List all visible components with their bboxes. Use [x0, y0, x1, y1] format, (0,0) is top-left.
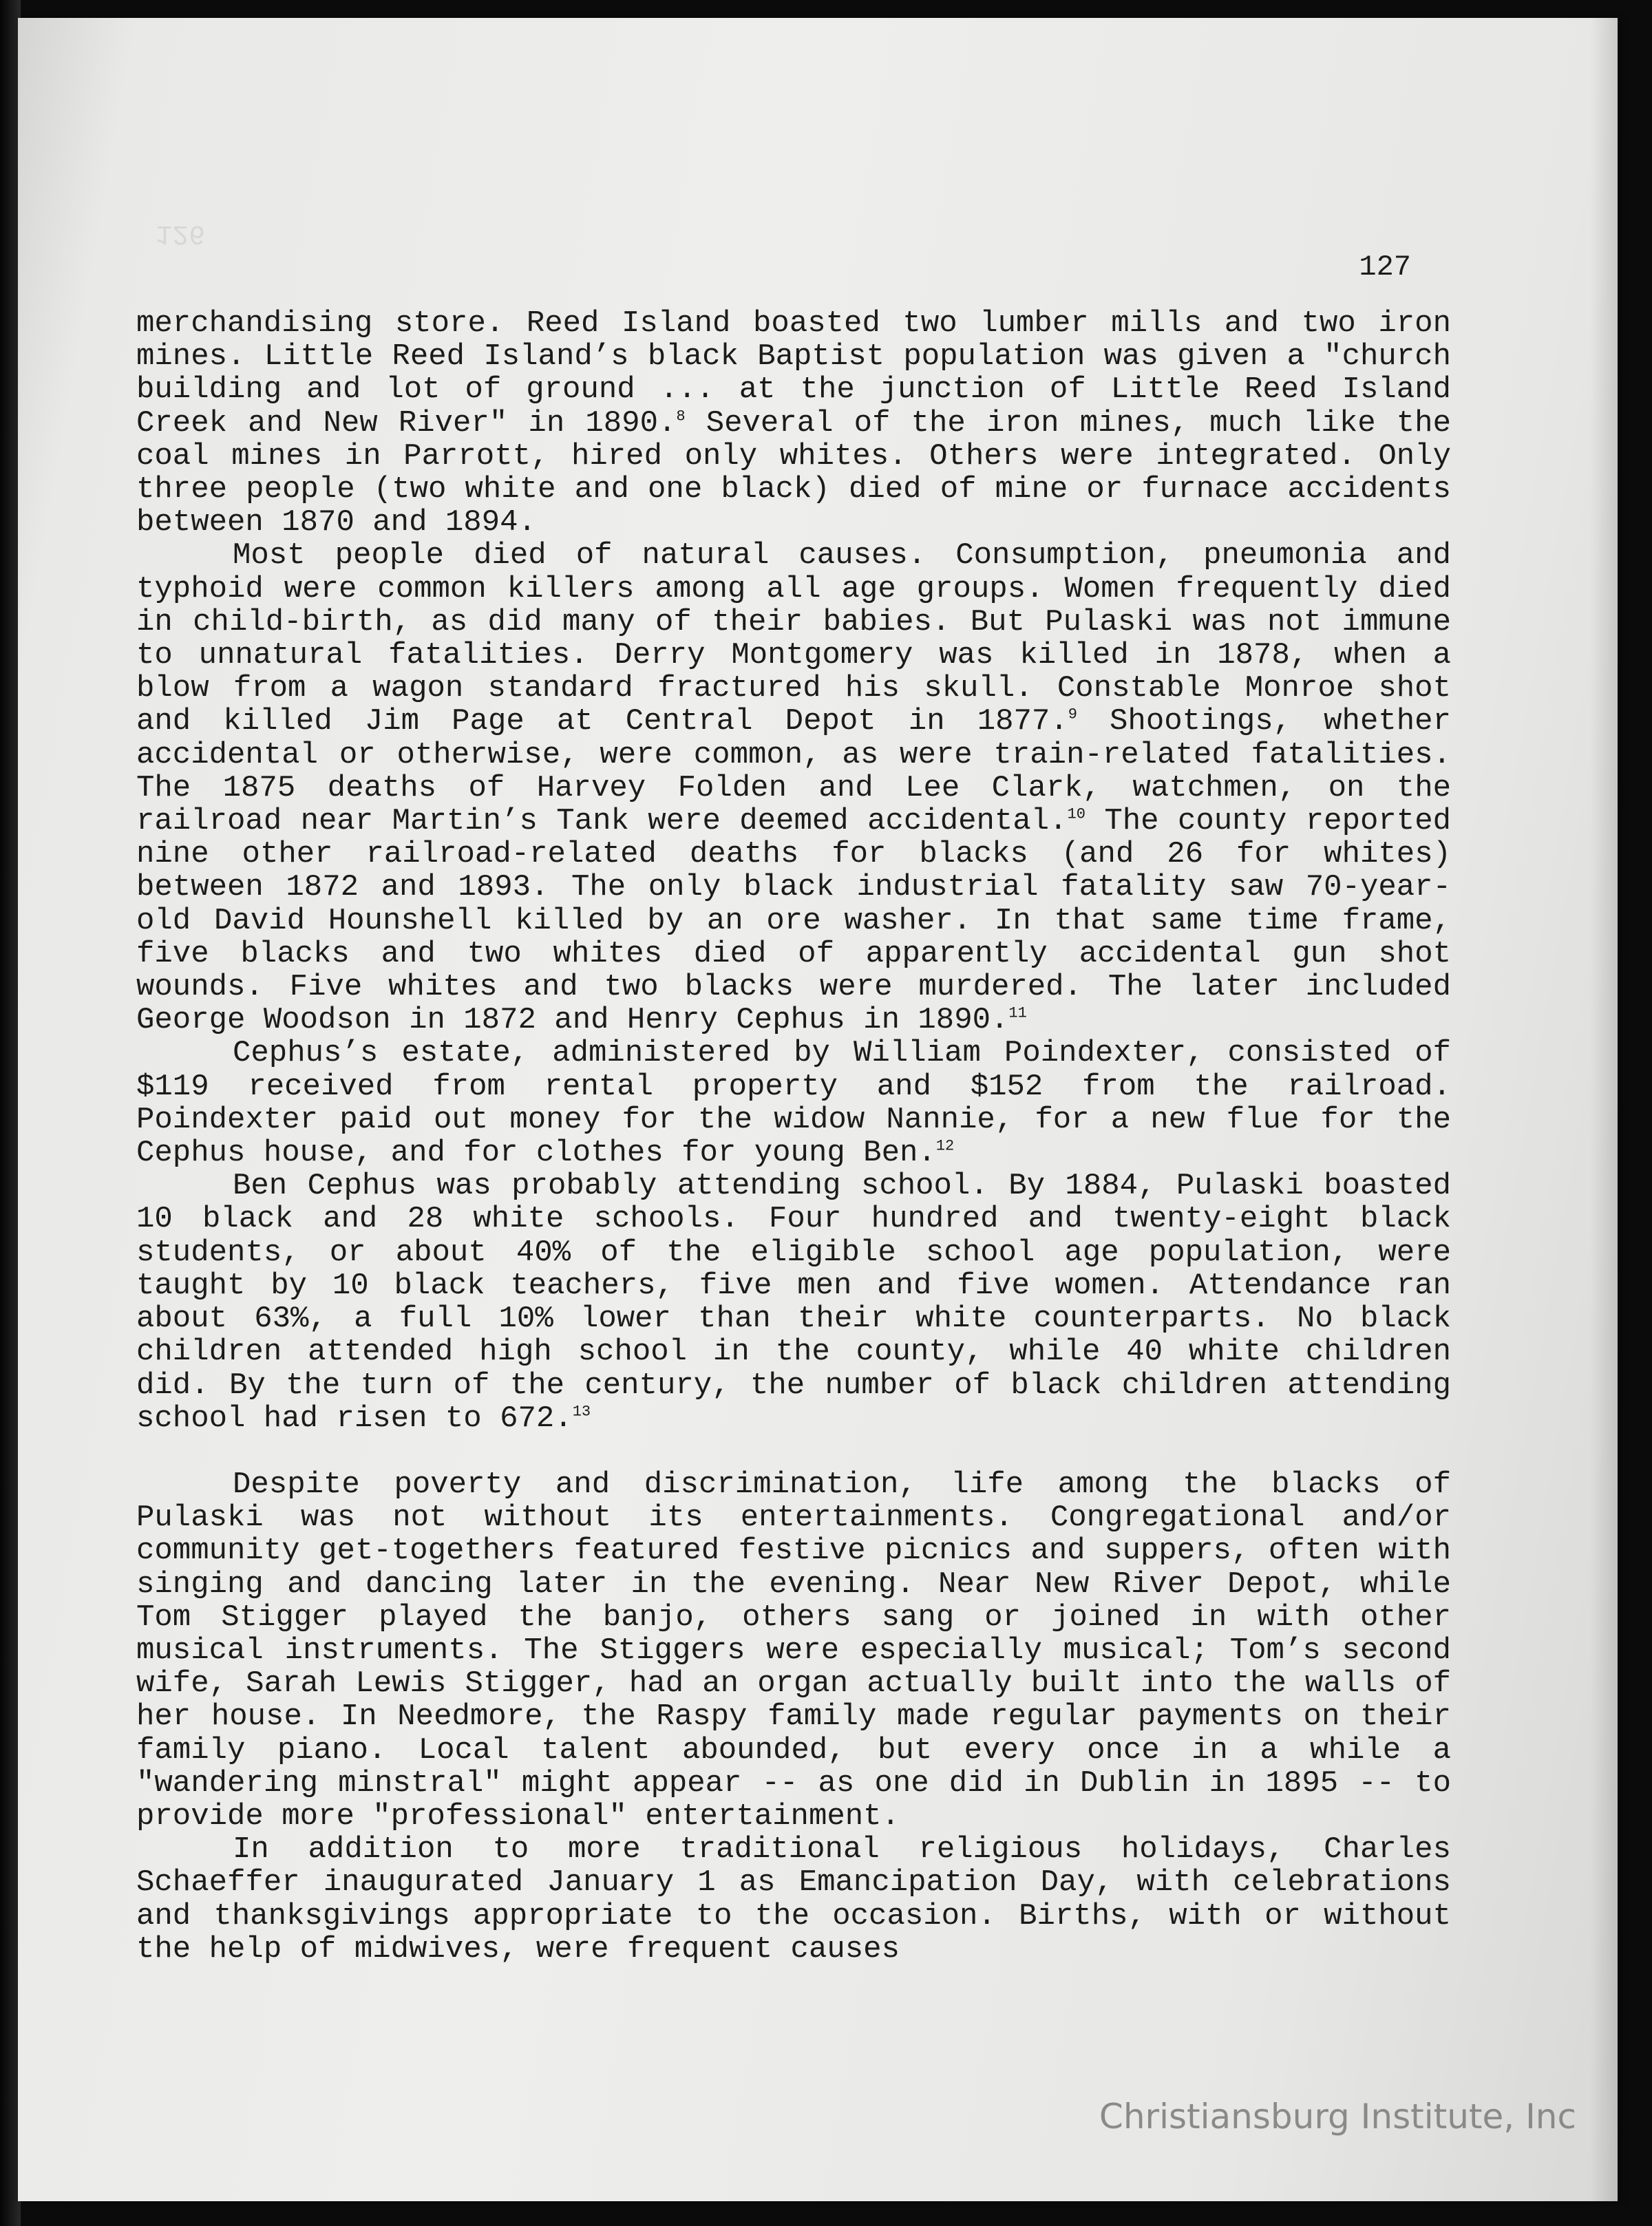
watermark: Christiansburg Institute, Inc	[1099, 2097, 1576, 2137]
page-edge-shade	[1590, 18, 1618, 2201]
footnote-ref-13: 13	[572, 1403, 591, 1421]
bleed-through-page-number: 126	[156, 218, 206, 248]
document-page	[18, 18, 1618, 2201]
body-text	[136, 307, 1451, 1966]
text-run: merchandising store. Reed Island boasted two lumber mills and two iron mines. Little Reed Island’s black Baptist population was given a "church building and lot of ground ... at the junction of Little Reed Island Creek and New River" in 1890.	[136, 306, 1451, 441]
text-run: Shootings, whether accidental or otherwise, were common, as were train-related fatalities. The 1875 deaths of Harvey Folden and Lee Clark, watchmen, on the railroad near Martin’s Tank were deemed accidental.	[136, 704, 1451, 839]
footnote-ref-9: 9	[1068, 706, 1077, 723]
paragraph-3	[136, 1037, 1451, 1169]
text-run: Several of the iron mines, much like the coal mines in Parrott, hired only whites. Others were integrated. Only three people (two white and one black) died of mine or furnace accidents between 1870 and 1894.	[136, 405, 1451, 540]
text-run: Despite poverty and discrimination, life among the blacks of Pulaski was not without its entertainments. Congregational and/or community get-togethers featured festive picnics and suppers, often with singing and dancing later in the evening. Near New River Depot, while Tom Stigger played the banjo, others sang or joined in with other musical instruments. The Stiggers were especially musical; Tom’s second wife, Sarah Lewis Stigger, had an organ actually built into the walls of her house. In Needmore, the Raspy family made regular payments on their family piano. Local talent abounded, but every once in a while a "wandering minstral" might appear -- as one did in Dublin in 1895 -- to provide more "professional" entertainment.	[136, 1467, 1451, 1834]
footnote-ref-8: 8	[676, 407, 686, 425]
text-run: Cephus’s estate, administered by William Poindexter, consisted of $119 received from rental property and $152 from the railroad. Poindexter paid out money for the widow Nannie, for a new flue for the Cephus house, and for clothes for young Ben.	[136, 1036, 1451, 1171]
page-number: 127	[1359, 251, 1411, 284]
text-run: Ben Cephus was probably attending school. By 1884, Pulaski boasted 10 black and 28 white schools. Four hundred and twenty-eight black students, or about 40% of the eligible school age population, were taught by 10 black teachers, five men and five women. Attendance ran about 63%, a full 10% lower than their white counterparts. No black children attended high school in the county, while 40 white children did. By the turn of the century, the number of black children attending school had risen to 672.	[136, 1169, 1451, 1436]
footnote-ref-11: 11	[1008, 1004, 1027, 1022]
footnote-ref-10: 10	[1067, 805, 1086, 823]
paragraph-4	[136, 1169, 1451, 1435]
paragraph-6	[136, 1833, 1451, 1966]
paragraph-2	[136, 539, 1451, 1037]
text-run: In addition to more traditional religious holidays, Charles Schaeffer inaugurated January 1 as Emancipation Day, with celebrations and thanksgivings appropriate to the occasion. Births, with or without the help of midwives, were frequent causes	[136, 1832, 1451, 1967]
paragraph-5	[136, 1468, 1451, 1833]
paragraph-1	[136, 307, 1451, 539]
text-run: Most people died of natural causes. Consumption, pneumonia and typhoid were common killers among all age groups. Women frequently died in child-birth, as did many of their babies. But Pulaski was not immune to unnatural fatalities. Derry Montgomery was killed in 1878, when a blow from a wagon standard fractured his skull. Constable Monroe shot and killed Jim Page at Central Depot in 1877.	[136, 538, 1451, 739]
text-run: The county reported nine other railroad-related deaths for blacks (and 26 for whites) between 1872 and 1893. The only black industrial fatality saw 70-year-old David Hounshell killed by an ore washer. In that same time frame, five blacks and two whites died of apparently accidental gun shot wounds. Five whites and two blacks were murdered. The later included George Woodson in 1872 and Henry Cephus in 1890.	[136, 804, 1451, 1038]
footnote-ref-12: 12	[935, 1137, 955, 1155]
